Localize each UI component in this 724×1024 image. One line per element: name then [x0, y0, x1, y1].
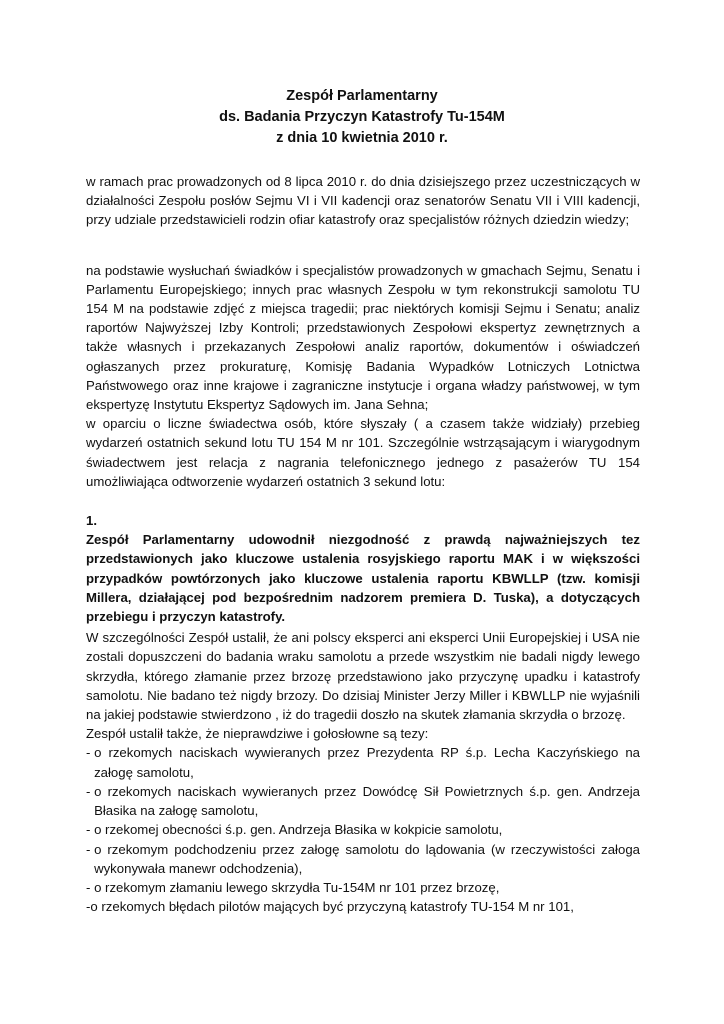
document-title — [0, 86, 724, 149]
list-dash: - — [86, 879, 95, 895]
list-item-text: o rzekomych naciskach wywieranych przez Dowódcę Sił Powietrznych ś.p. gen. Andrzeja Błasika na załogę samolotu, — [94, 783, 640, 819]
list-item — [86, 743, 640, 781]
list-item-text: o rzekomej obecności ś.p. gen. Andrzeja Błasika w kokpicie samolotu, — [94, 822, 503, 838]
list-item — [86, 897, 640, 916]
section-finding-detail: W szczególności Zespół ustalił, że ani polscy eksperci ani eksperci Unii Europejskiej i USA nie zostali dopuszczeni do badania wraku samolotu a przede wszystkim nie badali nigdy lewego skrzydła, którego złamanie przez brzozę przedstawiono jako przyczynę upadku i katastrofy samolotu. Nie badano też nigdy brzozy. Do dzisiaj Minister Jerzy Miller i KBWLLP nie wyjaśnili na jakiej podstawie stwierdzono , iż do tragedii doszło na skutek złamania skrzydła o brzozę. — [86, 630, 640, 723]
title-line-3: z dnia 10 kwietnia 2010 r. — [276, 130, 448, 146]
paragraph-testimonies: w oparciu o liczne świadectwa osób, które słyszały ( a czasem także widziały) przebieg wydarzeń ostatnich sekund lotu TU 154 M nr 101. Szczególnie wstrząsającym i wiarygodnym świadectwem jest relacja z nagrania telefonicznego jednego z pasażerów TU 154 umożliwiająca odtworzenie wydarzeń ostatnich 3 sekund lotu: — [86, 416, 640, 489]
list-item — [86, 878, 640, 897]
list-dash: - — [86, 822, 95, 838]
list-dash: - — [86, 841, 95, 857]
paragraph-work-scope: w ramach prac prowadzonych od 8 lipca 2010 r. do dnia dzisiejszego przez uczestniczących w działalności Zespołu posłów Sejmu VI i VII kadencji oraz senatorów Senatu VII i VIII kadencji, przy udziale przedstawicieli rodzin ofiar katastrofy oraz specjalistów różnych dziedzin wiedzy; — [86, 174, 640, 228]
list-dash: - — [86, 783, 95, 799]
list-item-text: o rzekomym podchodzeniu przez załogę samolotu do lądowania (w rzeczywistości załoga wykonywała manewr odchodzenia), — [94, 841, 640, 876]
section-finding-bold: Zespół Parlamentarny udowodnił niezgodność z prawdą najważniejszych tez przedstawionych jako kluczowe ustalenia rosyjskiego raportu MAK i w większości przypadków powtórzonych jako kluczowe ustalenia raportu KBWLLP (tzw. komisji Millera, działającej pod bezpośrednim nadzorem premiera D. Tuska), a dotyczących przebiegu i przyczyn katastrofy. — [86, 532, 640, 625]
paragraph-basis: na podstawie wysłuchań świadków i specjalistów prowadzonych w gmachach Sejmu, Senatu i Parlamentu Europejskiego; innych prac własnych Zespołu w tym rekonstrukcji samolotu TU 154 M na podstawie zdjęć z miejsca tragedii; prac niektórych komisji Sejmu i Senatu; analiz raportów Najwyższej Izby Kontroli; przedstawionych Zespołowi ekspertyz zewnętrznych a także własnych i przekazanych Zespołowi analiz raportów, dokumentów i oświadczeń ogłaszanych przez prokuraturę, Komisję Badania Wypadków Lotniczych Lotnictwa Państwowego oraz inne krajowe i zagraniczne instytucje i organa władzy państwowej, w tym ekspertyzę Instytutu Ekspertyz Sądowych im. Jana Sehna; — [86, 262, 640, 413]
list-item-text: o rzekomych naciskach wywieranych przez Prezydenta RP ś.p. Lecha Kaczyńskiego na załogę samolotu, — [94, 745, 640, 780]
theses-intro: Zespół ustalił także, że nieprawdziwe i gołosłowne są tezy: — [86, 726, 429, 742]
list-item — [86, 820, 640, 839]
list-item — [86, 782, 640, 820]
title-line-2: ds. Badania Przyczyn Katastrofy Tu-154M — [219, 109, 505, 125]
list-dash: - — [86, 899, 91, 915]
list-dash: - — [86, 745, 95, 761]
list-item-text: o rzekomych błędach pilotów mających być przyczyną katastrofy TU-154 M nr 101, — [90, 899, 574, 915]
document-body — [86, 172, 640, 916]
list-item-text: o rzekomym złamaniu lewego skrzydła Tu-154M nr 101 przez brzozę, — [94, 879, 500, 895]
theses-list — [86, 743, 640, 916]
list-item — [86, 840, 640, 878]
title-line-1: Zespół Parlamentarny — [286, 88, 438, 104]
section-number: 1. — [86, 513, 97, 529]
